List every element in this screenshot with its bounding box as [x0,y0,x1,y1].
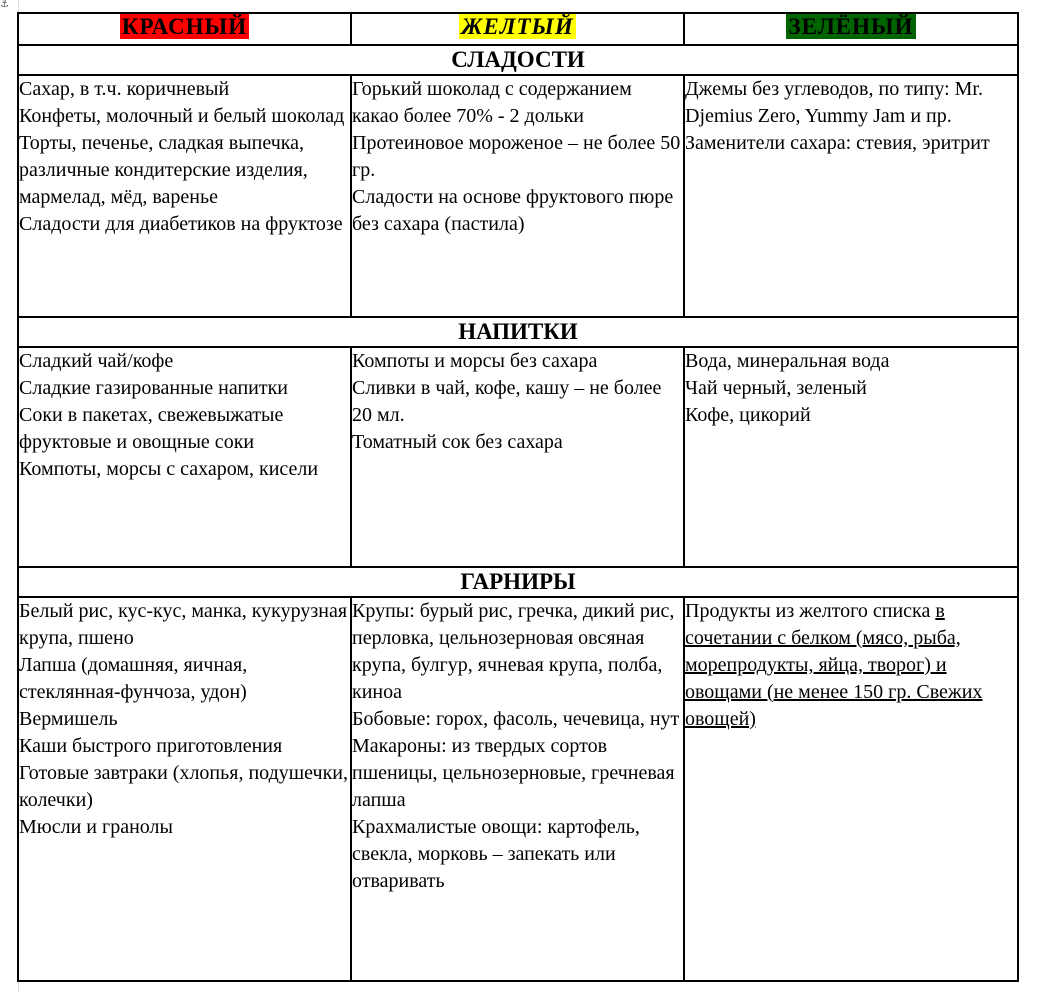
list-item: Мюсли и гранолы [19,816,173,838]
red-list-cell [18,597,351,981]
list-item: Томатный сок без сахара [352,431,563,453]
list-item: Компоты и морсы без сахара [352,350,598,372]
list-item: Протеиновое мороженое – не более 50 гр. [352,132,681,181]
food-traffic-light-table [17,12,1019,982]
header-green-cell [684,13,1018,45]
header-green-label: ЗЕЛЁНЫЙ [788,14,914,39]
section-title: СЛАДОСТИ [18,45,1018,75]
section-header-row [18,317,1018,347]
list-item [685,598,1017,733]
green-list-cell [684,347,1018,567]
yellow-list-cell [351,75,684,317]
section-header-row [18,45,1018,75]
list-item: Сахар, в т.ч. коричневый [19,78,230,100]
list-item: Вермишель [19,708,118,730]
list-item: Компоты, морсы с сахаром, кисели [19,458,319,480]
red-list-cell [18,347,351,567]
section-header-row [18,567,1018,597]
list-item: Сладкий чай/кофе [19,350,174,372]
section-content-row [18,75,1018,317]
list-item: Заменители сахара: стевия, эритрит [685,132,990,154]
red-list-cell [18,75,351,317]
yellow-list-cell [351,347,684,567]
underlined-text: в сочетании с белком (мясо, рыба, морепродукты, яйца, творог) и овощами (не менее 150 гр. Свежих овощей) [685,600,983,730]
list-item: Каши быстрого приготовления [19,735,283,757]
list-item: Кофе, цикорий [685,404,811,426]
list-item: Вода, минеральная вода [685,350,890,372]
header-red-cell [18,13,351,45]
header-red-label: КРАСНЫЙ [121,14,248,39]
list-item: Сладкие газированные напитки [19,377,289,399]
list-item: Конфеты, молочный и белый шоколад [19,105,345,127]
section-content-row [18,347,1018,567]
anchor-icon: ⚓ [0,0,9,10]
list-item: Джемы без углеводов, по типу: Mr. Djemius Zero, Yummy Jam и пр. [685,78,983,127]
green-list-cell [684,75,1018,317]
text-run: Продукты из желтого списка [685,600,936,622]
list-item: Чай черный, зеленый [685,377,867,399]
list-item: Сливки в чай, кофе, кашу – не более 20 мл. [352,377,662,426]
section-content-row [18,597,1018,981]
yellow-list-cell [351,597,684,981]
list-item: Сладости на основе фруктового пюре без сахара (пастила) [352,186,674,235]
header-yellow-cell [351,13,684,45]
list-item: Крахмалистые овощи: картофель, свекла, морковь – запекать или отваривать [352,816,640,892]
list-item: Торты, печенье, сладкая выпечка, различные кондитерские изделия, мармелад, мёд, варенье [19,132,308,208]
header-yellow-label: ЖЕЛТЫЙ [461,14,574,39]
list-item: Крупы: бурый рис, гречка, дикий рис, перловка, цельнозерновая овсяная крупа, булгур, ячневая крупа, полба, киноа [352,600,675,703]
list-item: Белый рис, кус-кус, манка, кукурузная крупа, пшено [19,600,348,649]
list-item: Горький шоколад с содержанием какао более 70% - 2 дольки [352,78,632,127]
list-item: Макароны: из твердых сортов пшеницы, цельнозерновые, гречневая лапша [352,735,675,811]
list-item: Лапша (домашняя, яичная, стеклянная-фунчоза, удон) [19,654,248,703]
header-row [18,13,1018,45]
section-title: НАПИТКИ [18,317,1018,347]
list-item: Соки в пакетах, свежевыжатые фруктовые и овощные соки [19,404,284,453]
list-item: Сладости для диабетиков на фруктозе [19,213,343,235]
list-item: Готовые завтраки (хлопья, подушечки, колечки) [19,762,349,811]
list-item: Бобовые: горох, фасоль, чечевица, нут [352,708,680,730]
green-list-cell [684,597,1018,981]
section-title: ГАРНИРЫ [18,567,1018,597]
